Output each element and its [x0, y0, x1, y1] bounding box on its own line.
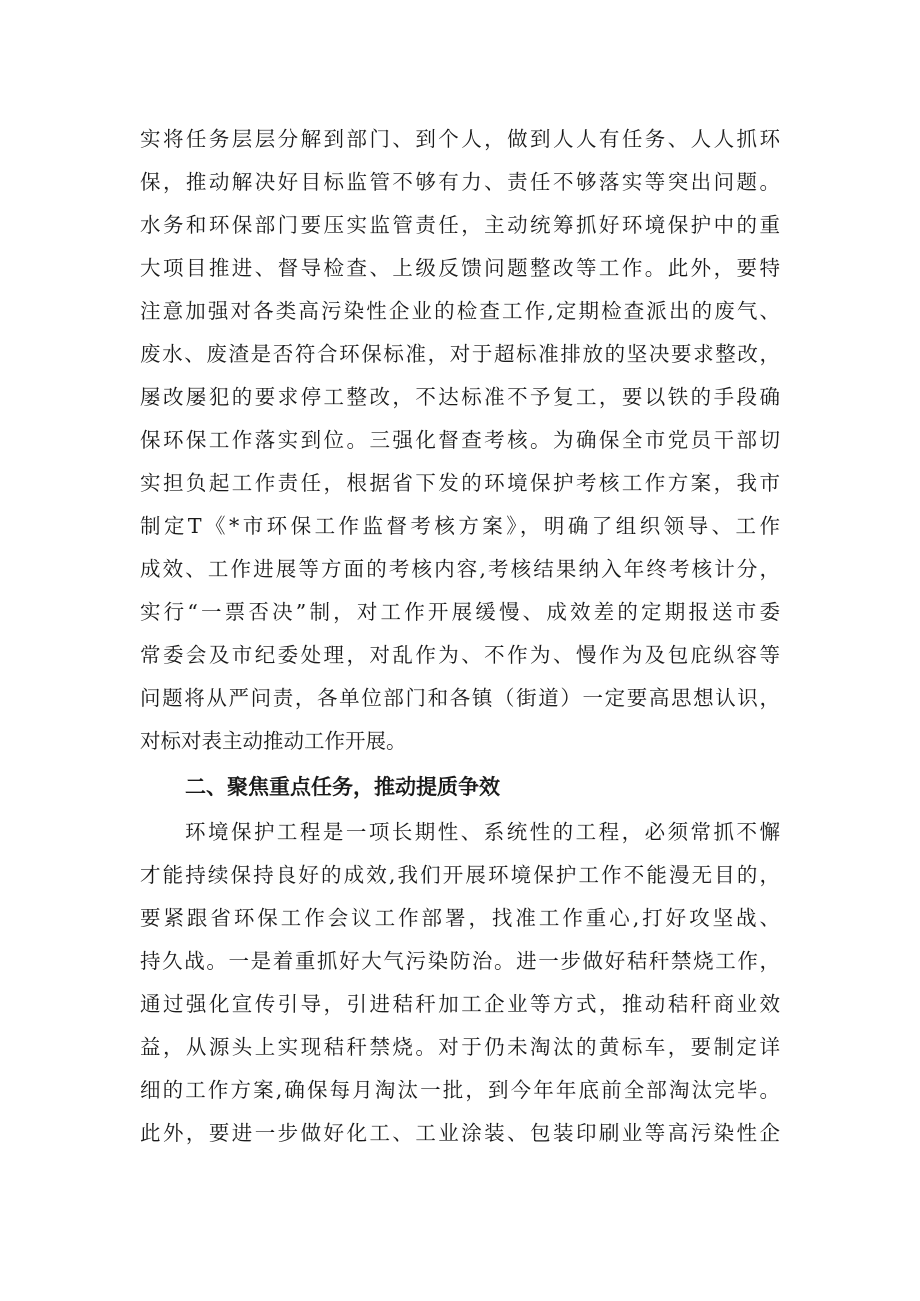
text-line: 持久战。一是着重抓好大气污染防治。进一步做好秸秆禁烧工作， [140, 949, 780, 973]
text-line: 益，从源头上实现秸秆禁烧。对于仍未淘汰的黄标车，要制定详 [140, 1035, 780, 1059]
text-line: 成效、工作进展等方面的考核内容,考核结果纳入年终考核计分， [140, 557, 780, 581]
section-heading: 二、聚焦重点任务，推动提质争效 [185, 775, 500, 799]
text-line: 注意加强对各类高污染性企业的检查工作,定期检查派出的废气、 [140, 299, 780, 323]
text-line: 实担负起工作责任，根据省下发的环境保护考核工作方案，我市 [140, 471, 780, 495]
text-line: 屡改屡犯的要求停工整改，不达标准不予复工，要以铁的手段确 [140, 385, 780, 409]
text-line: 通过强化宣传引导，引进秸秆加工企业等方式，推动秸秆商业效 [140, 992, 780, 1016]
text-line: 实行“一票否决”制，对工作开展缓慢、成效差的定期报送市委 [140, 600, 780, 624]
text-line: 此外，要进一步做好化工、工业涂装、包装印刷业等高污染性企 [140, 1121, 780, 1145]
text-line: 要紧跟省环保工作会议工作部署，找准工作重心,打好攻坚战、 [140, 906, 780, 930]
text-line: 对标对表主动推动工作开展。 [140, 729, 407, 753]
text-line: 水务和环保部门要压实监管责任，主动统筹抓好环境保护中的重 [140, 213, 780, 237]
text-line: 细的工作方案,确保每月淘汰一批，到今年年底前全部淘汰完毕。 [140, 1078, 780, 1102]
text-line: 大项目推进、督导检查、上级反馈问题整改等工作。此外，要特 [140, 256, 780, 280]
text-line: 实将任务层层分解到部门、到个人，做到人人有任务、人人抓环 [140, 127, 780, 151]
text-line: 废水、废渣是否符合环保标准，对于超标准排放的坚决要求整改， [140, 342, 780, 366]
text-line: 问题将从严问责，各单位部门和各镇（街道）一定要高思想认识， [140, 686, 780, 710]
text-line: 保环保工作落实到位。三强化督查考核。为确保全市党员干部切 [140, 428, 780, 452]
text-line: 保，推动解决好目标监管不够有力、责任不够落实等突出问题。 [140, 170, 780, 194]
text-line: 制定T《*市环保工作监督考核方案》，明确了组织领导、工作 [140, 514, 780, 538]
text-line: 常委会及市纪委处理，对乱作为、不作为、慢作为及包庇纵容等 [140, 643, 780, 667]
text-line: 才能持续保持良好的成效,我们开展环境保护工作不能漫无目的， [140, 863, 780, 887]
text-line: 环境保护工程是一项长期性、系统性的工程，必须常抓不懈 [185, 820, 780, 844]
